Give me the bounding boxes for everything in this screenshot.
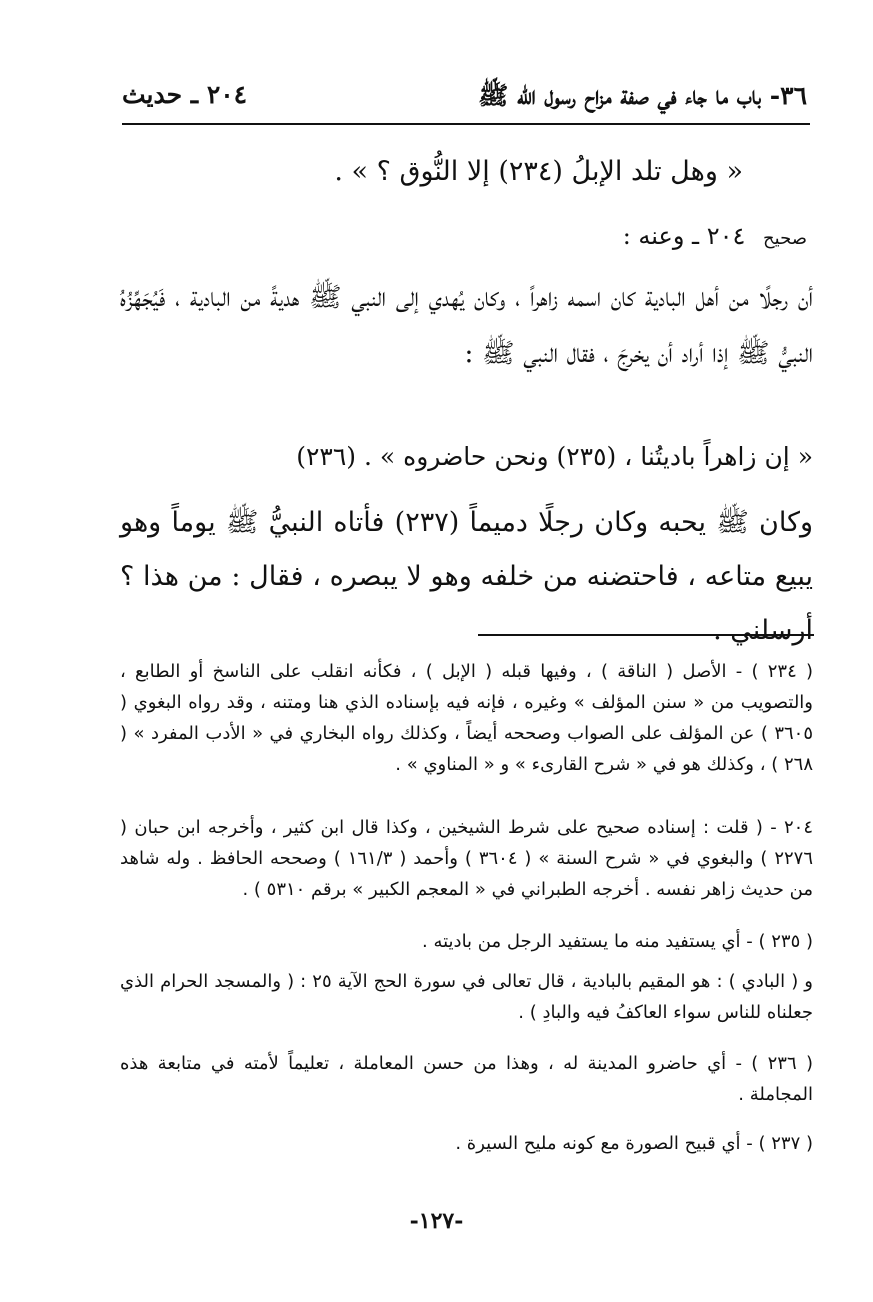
footnote-236: ( ٢٣٦ ) - أي حاضرو المدينة له ، وهذا من حسن المعاملة ، تعليماً لأمته في متابعة هذه المجاملة .: [120, 1053, 813, 1105]
quote-line-2: « إن زاهراً باديتُنا ، (٢٣٥) ونحن حاضروه » . (٢٣٦): [296, 442, 813, 471]
main-paragraph-2: وكان ﷺ يحبه وكان رجلًا دميماً (٢٣٧) فأتاه النبيُّ ﷺ يوماً وهو يبيع متاعه ، فاحتضنه من خلفه وهو لا يبصره ، فقال : من هذا ؟ أرسلني .: [120, 507, 813, 646]
footnote-237: ( ٢٣٧ ) - أي قبيح الصورة مع كونه مليح السيرة .: [455, 1133, 813, 1154]
running-header: [122, 76, 807, 120]
hadith-number: ٢٠٤ ـ وعنه :: [622, 222, 746, 250]
footnote-204: ٢٠٤ - ( قلت : إسناده صحيح على شرط الشيخين ، وكذا قال ابن كثير ، وأخرجه ابن حبان ( ٢٢٧٦ ) والبغوي في « شرح السنة » ( ٣٦٠٤ ) وأحمد ( ١٦١/٣ ) وصححه الحافظ . وله شاهد من حديث زاهر نفسه . أخرجه الطبراني في « المعجم الكبير » برقم ٥٣١٠ ) .: [120, 817, 813, 900]
footnote-234: ( ٢٣٤ ) - الأصل ( الناقة ) ، وفيها قبله ( الإبل ) ، فكأنه انقلب على الناسخ أو الطابع ، والتصويب من « سنن المؤلف » وغيره ، فإنه فيه بإسناده الذي هنا ومتنه ، وقد رواه البغوي ( ٣٦٠٥ ) عن المؤلف على الصواب وصححه أيضاً ، وكذلك رواه البخاري في « الأدب المفرد » ( ٢٦٨ ) ، وكذلك هو في « شرح القارىء » و « المناوي » .: [120, 661, 813, 775]
grade-label: صحيح: [763, 228, 807, 249]
header-divider: [122, 123, 810, 125]
chapter-title: ٣٦- باب ما جاء في صفة مزاح رسول الله ﷺ: [478, 81, 807, 110]
hadith-label: ٢٠٤ ـ حديث: [122, 80, 248, 109]
footnote-235: ( ٢٣٥ ) - أي يستفيد منه ما يستفيد الرجل من باديته .: [422, 931, 813, 952]
quote-line-1: « وهل تلد الإبلُ (٢٣٤) إلا النُّوق ؟ » .: [334, 156, 743, 187]
main-paragraph-1: أن رجلًا من أهل البادية كان اسمه زاهراً ، وكان يُهدي إلى النبي ﷺ هديةً من البادية ، فَيُجَهِّزُهُ النبيُّ ﷺ إذا أراد أن يخرجَ ، فقال النبي ﷺ :: [120, 282, 813, 369]
footnote-badi: و ( البادي ) : هو المقيم بالبادية ، قال تعالى في سورة الحج الآية ٢٥ : ( والمسجد الحرام الذي جعلناه للناس سواء العاكفُ فيه والبادِ ) .: [120, 971, 813, 1023]
hadith-heading: [623, 222, 807, 250]
page-number: -١٢٧-: [409, 1208, 464, 1234]
footnote-divider: [478, 634, 814, 636]
